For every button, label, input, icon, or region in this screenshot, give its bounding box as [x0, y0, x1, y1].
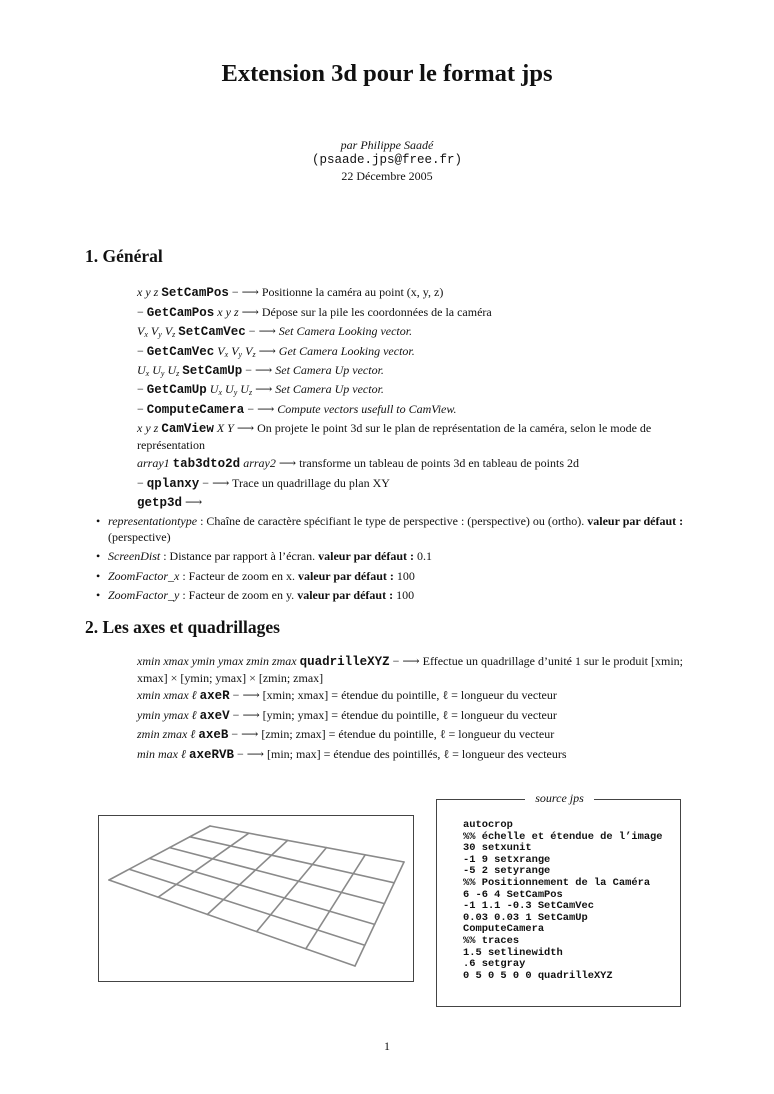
def-setcampos: x y z SetCamPos − ⟶ Positionne la caméra au point (x, y, z) [137, 285, 444, 300]
grid-line [207, 840, 287, 914]
section-heading-general: 1. Général [85, 246, 163, 266]
source-code-listing [463, 820, 663, 982]
grid-line [149, 858, 374, 924]
author-line: par Philippe Saadé [340, 138, 434, 152]
source-code-line: %% traces [463, 934, 520, 947]
source-code-line: -1 9 setxrange [463, 853, 551, 866]
section-heading-axes: 2. Les axes et quadrillages [85, 617, 280, 637]
def-axev: ymin ymax ℓ axeV − ⟶ [ymin; ymax] = étendue du pointille, ℓ = longueur du vecteur [137, 708, 557, 723]
def-quadrillexyz: xmin xmax ymin ymax zmin zmax quadrilleXYZ − ⟶ Effectue un quadrillage d’unité 1 sur le produit [xmin; xmax] × [ymin; ymax] × [zmin; zmax] [137, 654, 683, 685]
grid-line [129, 869, 365, 945]
source-code-line: 0.03 0.03 1 SetCamUp [463, 911, 588, 924]
source-code-line: autocrop [463, 819, 513, 831]
source-code-line: ComputeCamera [463, 923, 545, 936]
figure-grid-frame [98, 815, 414, 982]
grid-line [109, 880, 355, 966]
source-code-title: source jps [437, 791, 682, 806]
def-axervb: min max ℓ axeRVB − ⟶ [min; max] = étendue des pointillés, ℓ = longueur des vecteurs [137, 747, 567, 762]
author-email: (psaade.jps@free.fr) [311, 153, 463, 167]
def-getp3d: getp3d ⟶ [137, 495, 203, 510]
def-setcamvec: $V_x$ $V_y$ $V_z$ SetCamVec − ⟶ Set Camera Looking vector. [137, 324, 413, 339]
def-qplanxy: − qplanxy − ⟶ Trace un quadrillage du plan XY [137, 476, 390, 491]
source-code-line: .6 setgray [463, 958, 526, 971]
def-computecamera: − ComputeCamera − ⟶ Compute vectors usefull to CamView. [137, 402, 457, 417]
bullet-representationtype: • representationtype : Chaîne de caractère spécifiant le type de perspective : (perspective) ou (ortho). valeur par défaut : (perspective) [108, 513, 698, 545]
source-code-line: %% échelle et étendue de l’image [463, 830, 663, 843]
def-getcamvec: − GetCamVec $V_x$ $V_y$ $V_z$ ⟶ Get Camera Looking vector. [137, 344, 415, 359]
source-code-box [436, 791, 681, 1007]
def-getcampos: − GetCamPos x y z ⟶ Dépose sur la pile les coordonnées de la caméra [137, 305, 492, 320]
def-tab3dto2d: array1 tab3dto2d array2 ⟶ transforme un tableau de points 3d en tableau de points 2d [137, 456, 579, 471]
bullet-screendist: • ScreenDist : Distance par rapport à l’écran. valeur par défaut : 0.1 [108, 548, 698, 564]
source-code-line: %% Positionnement de la Caméra [463, 876, 651, 889]
document-title: Extension 3d pour le format jps [221, 60, 553, 87]
source-code-line: -1 1.1 -0.3 SetCamVec [463, 900, 594, 913]
def-axeb: zmin zmax ℓ axeB − ⟶ [zmin; zmax] = étendue du pointille, ℓ = longueur du vecteur [137, 727, 555, 742]
source-code-line: 1.5 setlinewidth [463, 946, 563, 959]
grid-line [190, 837, 394, 883]
bullet-zoomfactor-x: • ZoomFactor_x : Facteur de zoom en x. valeur par défaut : 100 [108, 568, 698, 584]
grid-line [355, 862, 404, 966]
page-number: 1 [384, 1039, 390, 1053]
source-code-line: 30 setxunit [463, 842, 532, 855]
def-setcamup: $U_x$ $U_y$ $U_z$ SetCamUp − ⟶ Set Camera Up vector. [137, 363, 384, 378]
source-code-line: 0 5 0 5 0 0 quadrilleXYZ [463, 969, 613, 982]
source-code-line: 6 -6 4 SetCamPos [463, 888, 563, 901]
def-getcamup: − GetCamUp $U_x$ $U_y$ $U_z$ ⟶ Set Camera Up vector. [137, 382, 384, 397]
bullet-zoomfactor-y: • ZoomFactor_y : Facteur de zoom en y. valeur par défaut : 100 [108, 587, 698, 603]
document-date: 22 Décembre 2005 [341, 169, 433, 183]
perspective-grid [99, 816, 413, 981]
grid-line [210, 826, 404, 862]
source-code-line: -5 2 setyrange [463, 865, 551, 878]
def-axer: xmin xmax ℓ axeR − ⟶ [xmin; xmax] = étendue du pointille, ℓ = longueur du vecteur [137, 688, 557, 703]
def-camview: x y z CamView X Y ⟶ On projete le point 3d sur le plan de représentation de la caméra, selon le mode de représentation [137, 421, 652, 452]
